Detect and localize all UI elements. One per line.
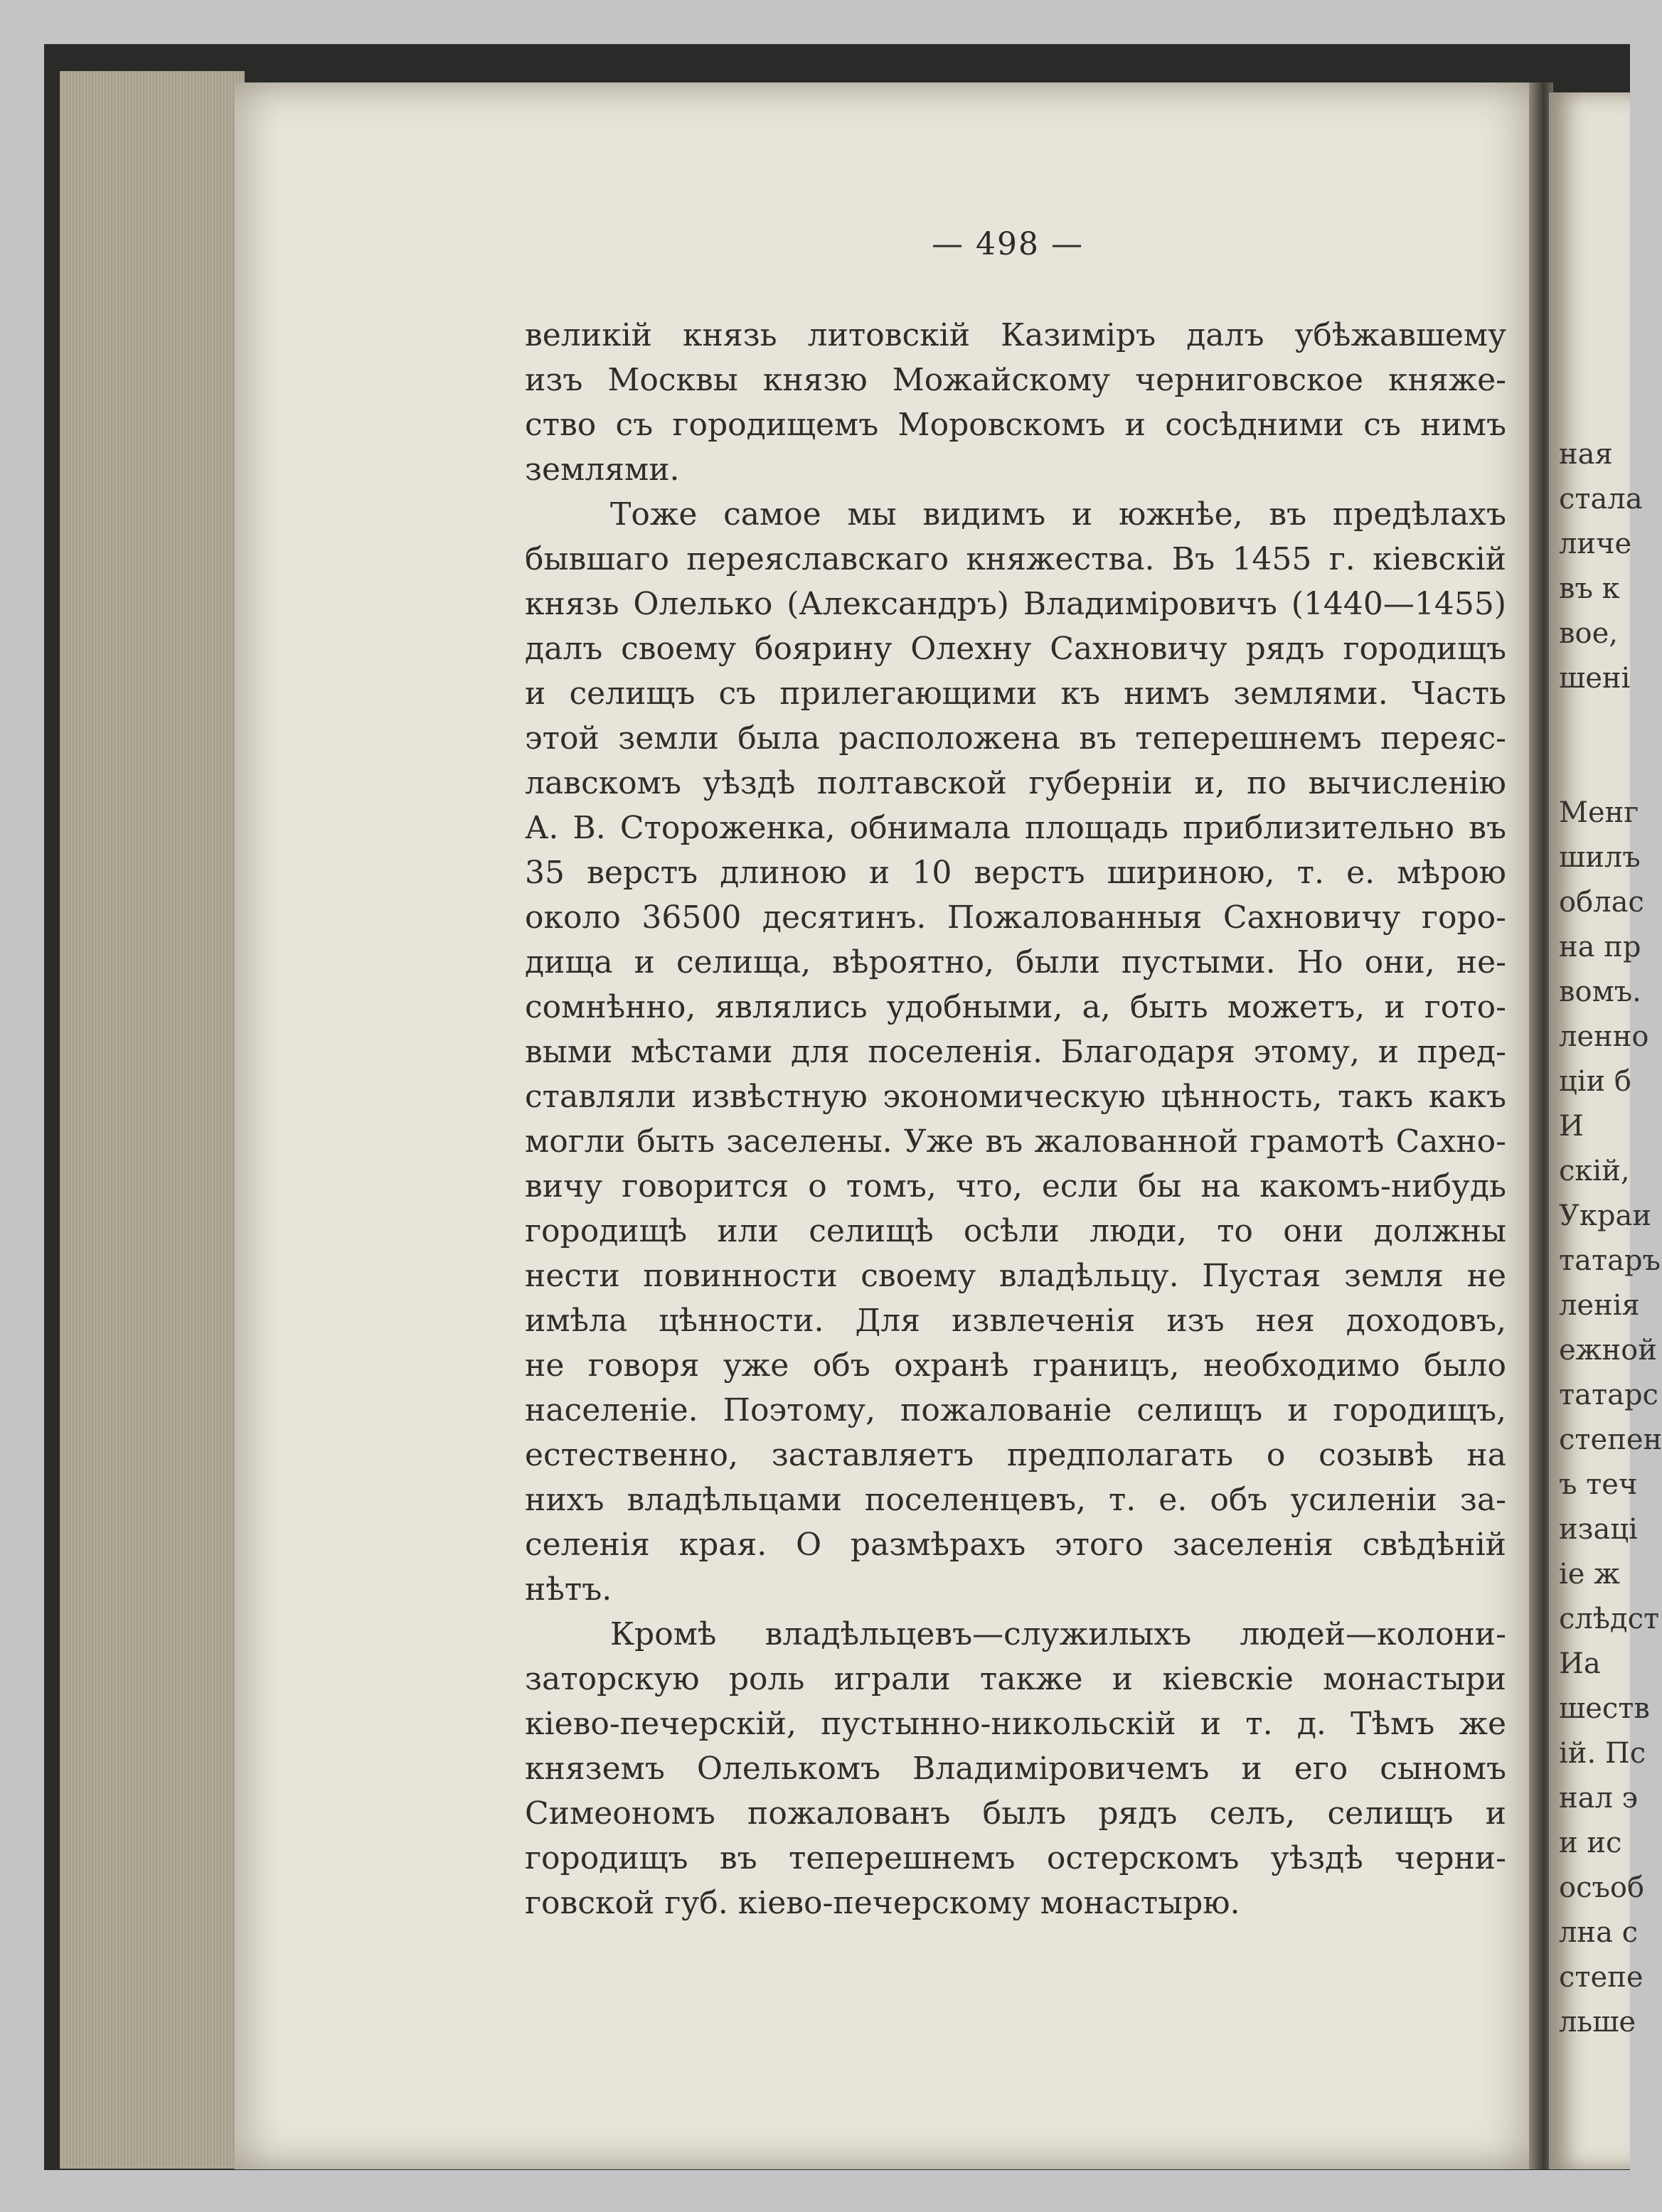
- next-page-line-fragment: облас: [1559, 886, 1644, 919]
- next-page-line-fragment: въ к: [1559, 572, 1620, 605]
- next-page-line-fragment: вое,: [1559, 617, 1618, 650]
- next-page-line-fragment: Украи: [1559, 1199, 1652, 1232]
- next-page-fragment: [1549, 92, 1662, 2169]
- text-line: ство съ городищемъ Моровскомъ и сосѣдними съ нимъ: [525, 407, 1506, 443]
- next-page-text-column: [1549, 432, 1662, 2045]
- next-page-line-fragment: [1549, 746, 1662, 791]
- text-line: около 36500 десятинъ. Пожалованныя Сахновичу горо-: [525, 899, 1506, 936]
- next-page-line-fragment: степе: [1559, 1961, 1644, 1994]
- next-page-line-fragment: татарс: [1559, 1379, 1658, 1411]
- next-page-line-fragment: стала: [1559, 483, 1643, 515]
- text-line: далъ своему боярину Олехну Сахновичу рядъ городищъ: [525, 631, 1506, 667]
- next-page-line-fragment: ъ теч: [1559, 1468, 1638, 1501]
- next-page-line-fragment: льше: [1559, 2006, 1636, 2039]
- next-page-line-fragment: татаръ: [1559, 1244, 1661, 1277]
- next-page-line-fragment: скій,: [1559, 1155, 1630, 1187]
- next-page-line-fragment: ій. Пс: [1559, 1737, 1646, 1770]
- next-page-line-fragment: изаці: [1559, 1513, 1638, 1546]
- text-line: заторскую роль играли также и кіевскіе монастыри: [525, 1661, 1506, 1697]
- body-text: [525, 313, 1506, 1925]
- next-page-line-fragment: личе: [1559, 528, 1632, 560]
- next-page-line-fragment: на пр: [1559, 931, 1641, 963]
- next-page-line-fragment: ціи б: [1559, 1065, 1631, 1098]
- next-page-line-fragment: ежной: [1559, 1334, 1657, 1367]
- next-page-line-fragment: ленно: [1559, 1020, 1649, 1053]
- next-page-line-fragment: нал э: [1559, 1782, 1639, 1815]
- next-page-line-fragment: осъоб: [1559, 1871, 1645, 1904]
- next-page-line-fragment: ленія: [1559, 1289, 1640, 1322]
- text-line: нихъ владѣльцами поселенцевъ, т. е. объ усиленіи за-: [525, 1482, 1506, 1518]
- text-line: имѣла цѣнности. Для извлеченія изъ нея доходовъ,: [525, 1303, 1506, 1339]
- text-line: дища и селища, вѣроятно, были пустыми. Но они, не-: [525, 944, 1506, 981]
- text-line: сомнѣнно, являлись удобными, а, быть можетъ, и гото-: [525, 989, 1506, 1025]
- text-line: ставляли извѣстную экономическую цѣнность, такъ какъ: [525, 1079, 1506, 1115]
- text-line: землями.: [525, 452, 680, 488]
- text-line: князь Олелько (Александръ) Владиміровичъ (1440—1455): [525, 586, 1506, 622]
- next-page-line-fragment: И: [1559, 1110, 1584, 1143]
- next-page-line-fragment: слѣдст: [1559, 1603, 1660, 1635]
- text-line: городищѣ или селищѣ осѣли люди, то они должны: [525, 1213, 1506, 1249]
- text-line: бывшаго переяславскаго княжества. Въ 1455 г. кіевскій: [525, 541, 1506, 577]
- text-line: лавскомъ уѣздѣ полтавской губерніи и, по вычисленію: [525, 765, 1506, 801]
- book-page-edges: [60, 71, 245, 2169]
- text-line: и селищъ съ прилегающими къ нимъ землями. Часть: [525, 675, 1506, 712]
- next-page-line-fragment: ная: [1559, 438, 1613, 471]
- next-page-line-fragment: и ис: [1559, 1827, 1622, 1859]
- text-line: не говоря уже объ охранѣ границъ, необходимо было: [525, 1347, 1506, 1384]
- text-line: княземъ Олелькомъ Владиміровичемъ и его сыномъ: [525, 1751, 1506, 1787]
- next-page-line-fragment: шені: [1559, 662, 1631, 695]
- text-line: могли быть заселены. Уже въ жалованной грамотѣ Сахно-: [525, 1123, 1506, 1160]
- next-page-line-fragment: шилъ: [1559, 841, 1641, 874]
- text-line: изъ Москвы князю Можайскому черниговское княже-: [525, 362, 1506, 398]
- next-page-line-fragment: шеств: [1559, 1692, 1650, 1725]
- text-line: селенія края. О размѣрахъ этого заселенія свѣдѣній: [525, 1527, 1506, 1563]
- text-line: Кромѣ владѣльцевъ—служилыхъ людей—колони-: [610, 1616, 1506, 1652]
- text-line: этой земли была расположена въ теперешнемъ переяс-: [525, 720, 1506, 757]
- text-line: кіево-печерскій, пустынно-никольскій и т. д. Тѣмъ же: [525, 1706, 1506, 1742]
- text-line: выми мѣстами для поселенія. Благодаря этому, и пред-: [525, 1034, 1506, 1070]
- text-line: нести повинности своему владѣльцу. Пустая земля не: [525, 1258, 1506, 1294]
- text-line: говской губ. кіево-печерскому монастырю.: [525, 1885, 1240, 1921]
- text-line: великій князь литовскій Казиміръ далъ убѣжавшему: [525, 317, 1506, 353]
- page-number: — 498 —: [932, 226, 1084, 262]
- text-line: вичу говорится о томъ, что, если бы на какомъ-нибудь: [525, 1168, 1506, 1204]
- text-line: А. В. Стороженка, обнимала площадь приблизительно въ: [525, 810, 1506, 846]
- text-line: естественно, заставляетъ предполагать о созывѣ на: [525, 1437, 1506, 1473]
- next-page-line-fragment: [1549, 701, 1662, 746]
- text-line: 35 верстъ длиною и 10 верстъ шириною, т. е. мѣрою: [525, 855, 1506, 891]
- text-line: нѣтъ.: [525, 1571, 612, 1608]
- text-line: населеніе. Поэтому, пожалованіе селищъ и городищъ,: [525, 1392, 1506, 1428]
- next-page-line-fragment: Иа: [1559, 1647, 1601, 1680]
- next-page-line-fragment: Менг: [1559, 796, 1639, 829]
- next-page-line-fragment: вомъ.: [1559, 976, 1641, 1008]
- text-line: Тоже самое мы видимъ и южнѣе, въ предѣлахъ: [610, 496, 1506, 533]
- next-page-line-fragment: степен: [1559, 1423, 1662, 1456]
- text-line: Симеономъ пожалованъ былъ рядъ селъ, селищъ и: [525, 1795, 1506, 1832]
- text-line: городищъ въ теперешнемъ остерскомъ уѣздѣ черни-: [525, 1840, 1506, 1876]
- next-page-line-fragment: лна с: [1559, 1916, 1639, 1949]
- next-page-line-fragment: іе ж: [1559, 1558, 1620, 1591]
